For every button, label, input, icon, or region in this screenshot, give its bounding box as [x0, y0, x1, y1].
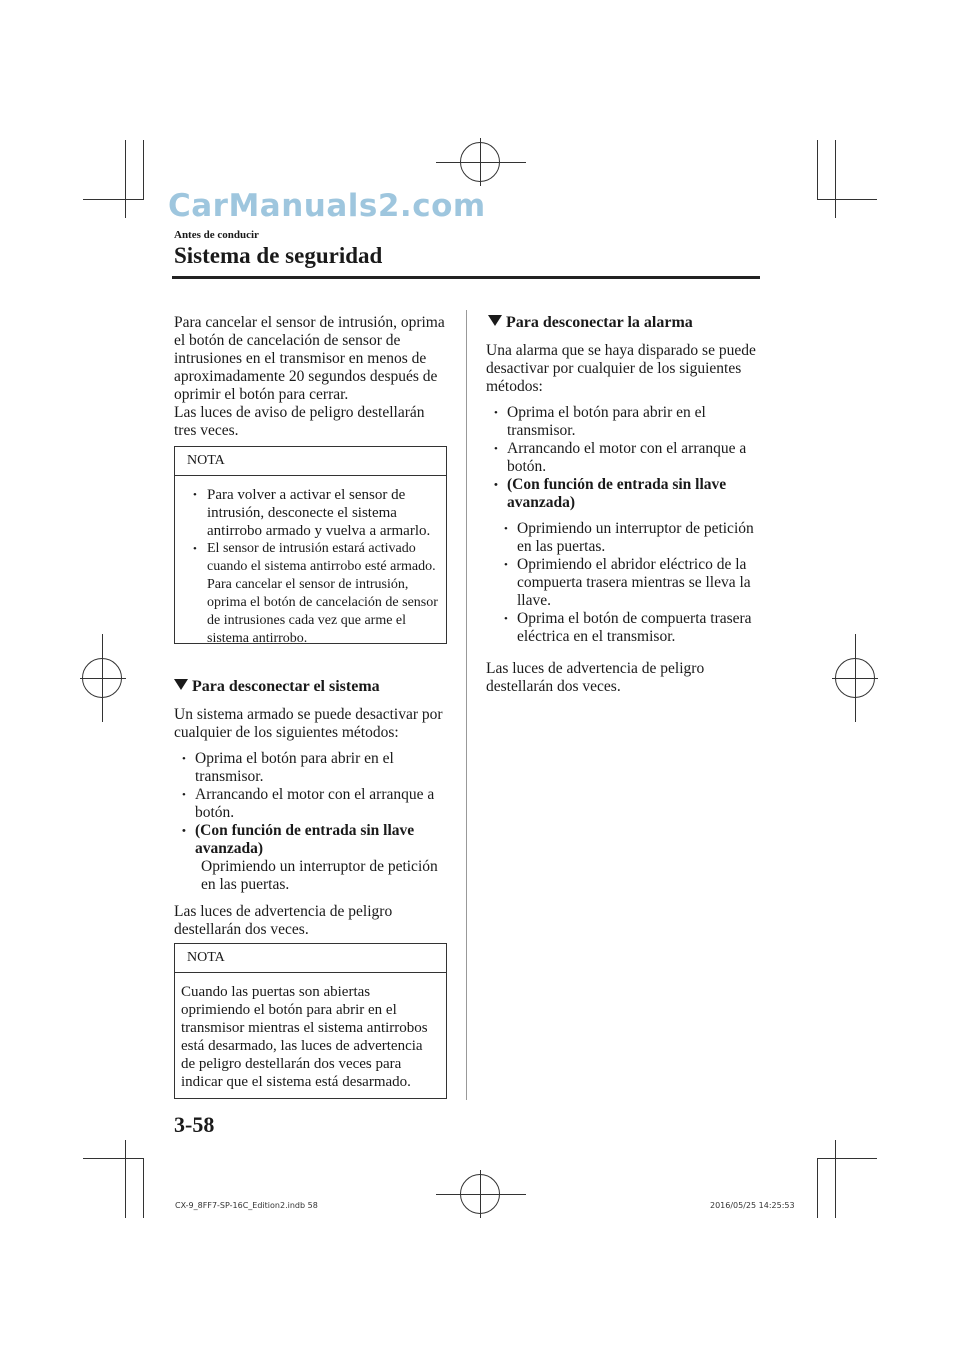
list-item: • (Con función de entrada sin llave avanzada): [182, 822, 444, 858]
paragraph: Una alarma que se haya disparado se puede desactivar por cualquier de los siguientes métodos:: [486, 342, 756, 395]
note-text: Cuando las puertas son abiertas oprimiendo el botón para abrir en el transmisor mientras el sistema antirrobos está desarmado, las luces de advertencia de peligro destellarán dos veces para indicar que el sistema está desarmado.: [181, 984, 428, 1090]
section-heading-text: Para desconectar el sistema: [192, 678, 380, 695]
crop-mark: [817, 199, 877, 200]
crop-mark: [143, 140, 144, 200]
disarm-methods: [174, 706, 444, 939]
intro-text: Para cancelar el sensor de intrusión, oprima el botón de cancelación de sensor de intrusiones en el transmisor en menos de aproximadamente 20 segundos después de oprimir el botón para cerrar.: [174, 314, 445, 403]
page-title: Sistema de seguridad: [174, 243, 383, 268]
page-number: 3-58: [174, 1112, 215, 1137]
note-item: • El sensor de intrusión estará activado cuando el sistema antirrobo esté armado. Para cancelar el sensor de intrusión, oprima el botón de cancelación de sensor de intrusiones cada vez que arme el sistema antirrobo.: [181, 540, 440, 648]
sub-item: • Oprima el botón de compuerta trasera eléctrica en el transmisor.: [504, 610, 758, 646]
crop-mark: [83, 1158, 143, 1159]
crop-mark: [83, 199, 143, 200]
column-divider: [466, 310, 467, 1100]
intro-text-2: Las luces de aviso de peligro destellarán tres veces.: [174, 404, 425, 439]
crop-mark: [817, 140, 818, 200]
sub-item: • Oprimiendo el abridor eléctrico de la compuerta trasera mientras se lleva la llave.: [504, 556, 758, 610]
paragraph: Las luces de advertencia de peligro destellarán dos veces.: [174, 903, 393, 938]
registration-mark: [460, 142, 500, 182]
watermark-logo: CarManuals2.com: [168, 188, 486, 224]
paragraph: Las luces de advertencia de peligro destellarán dos veces.: [486, 660, 705, 695]
section-heading: [174, 678, 380, 696]
sub-item: Oprimiendo un interruptor de petición en las puertas.: [201, 858, 438, 893]
registration-mark: [835, 658, 875, 698]
sub-item: • Oprimiendo un interruptor de petición en las puertas.: [504, 520, 758, 556]
crop-mark: [143, 1158, 144, 1218]
intro-paragraph: [174, 314, 446, 440]
crop-mark: [125, 140, 126, 218]
footer-file: CX-9_8FF7-SP-16C_Edition2.indb 58: [175, 1201, 318, 1210]
section-heading: [488, 314, 693, 332]
paragraph: Un sistema armado se puede desactivar por cualquier de los siguientes métodos:: [174, 706, 443, 741]
crop-mark: [125, 1140, 126, 1218]
note-label: NOTA: [175, 944, 446, 973]
note-label: NOTA: [175, 447, 446, 476]
crop-mark: [817, 1158, 877, 1159]
list-item: • Arrancando el motor con el arranque a botón.: [182, 786, 444, 822]
triangle-marker-icon: [174, 679, 188, 690]
crop-mark: [835, 1140, 836, 1218]
crop-mark: [835, 140, 836, 218]
section-kicker: Antes de conducir: [174, 229, 259, 241]
list-item: • (Con función de entrada sin llave avanzada): [494, 476, 758, 512]
footer-timestamp: 2016/05/25 14:25:53: [710, 1201, 795, 1210]
section-heading-text: Para desconectar la alarma: [506, 314, 693, 331]
list-item: • Arrancando el motor con el arranque a botón.: [494, 440, 758, 476]
crop-mark: [817, 1158, 818, 1218]
note-box: [174, 943, 447, 1099]
registration-mark: [82, 658, 122, 698]
registration-mark: [460, 1174, 500, 1214]
header-rule: [172, 276, 760, 279]
note-box: [174, 446, 447, 644]
alarm-methods: [486, 342, 758, 696]
list-item: • Oprima el botón para abrir en el transmisor.: [182, 750, 444, 786]
triangle-marker-icon: [488, 315, 502, 326]
note-item: • Para volver a activar el sensor de intrusión, desconecte el sistema antirrobo armado y vuelva a armarlo.: [181, 486, 440, 540]
list-item: • Oprima el botón para abrir en el transmisor.: [494, 404, 758, 440]
